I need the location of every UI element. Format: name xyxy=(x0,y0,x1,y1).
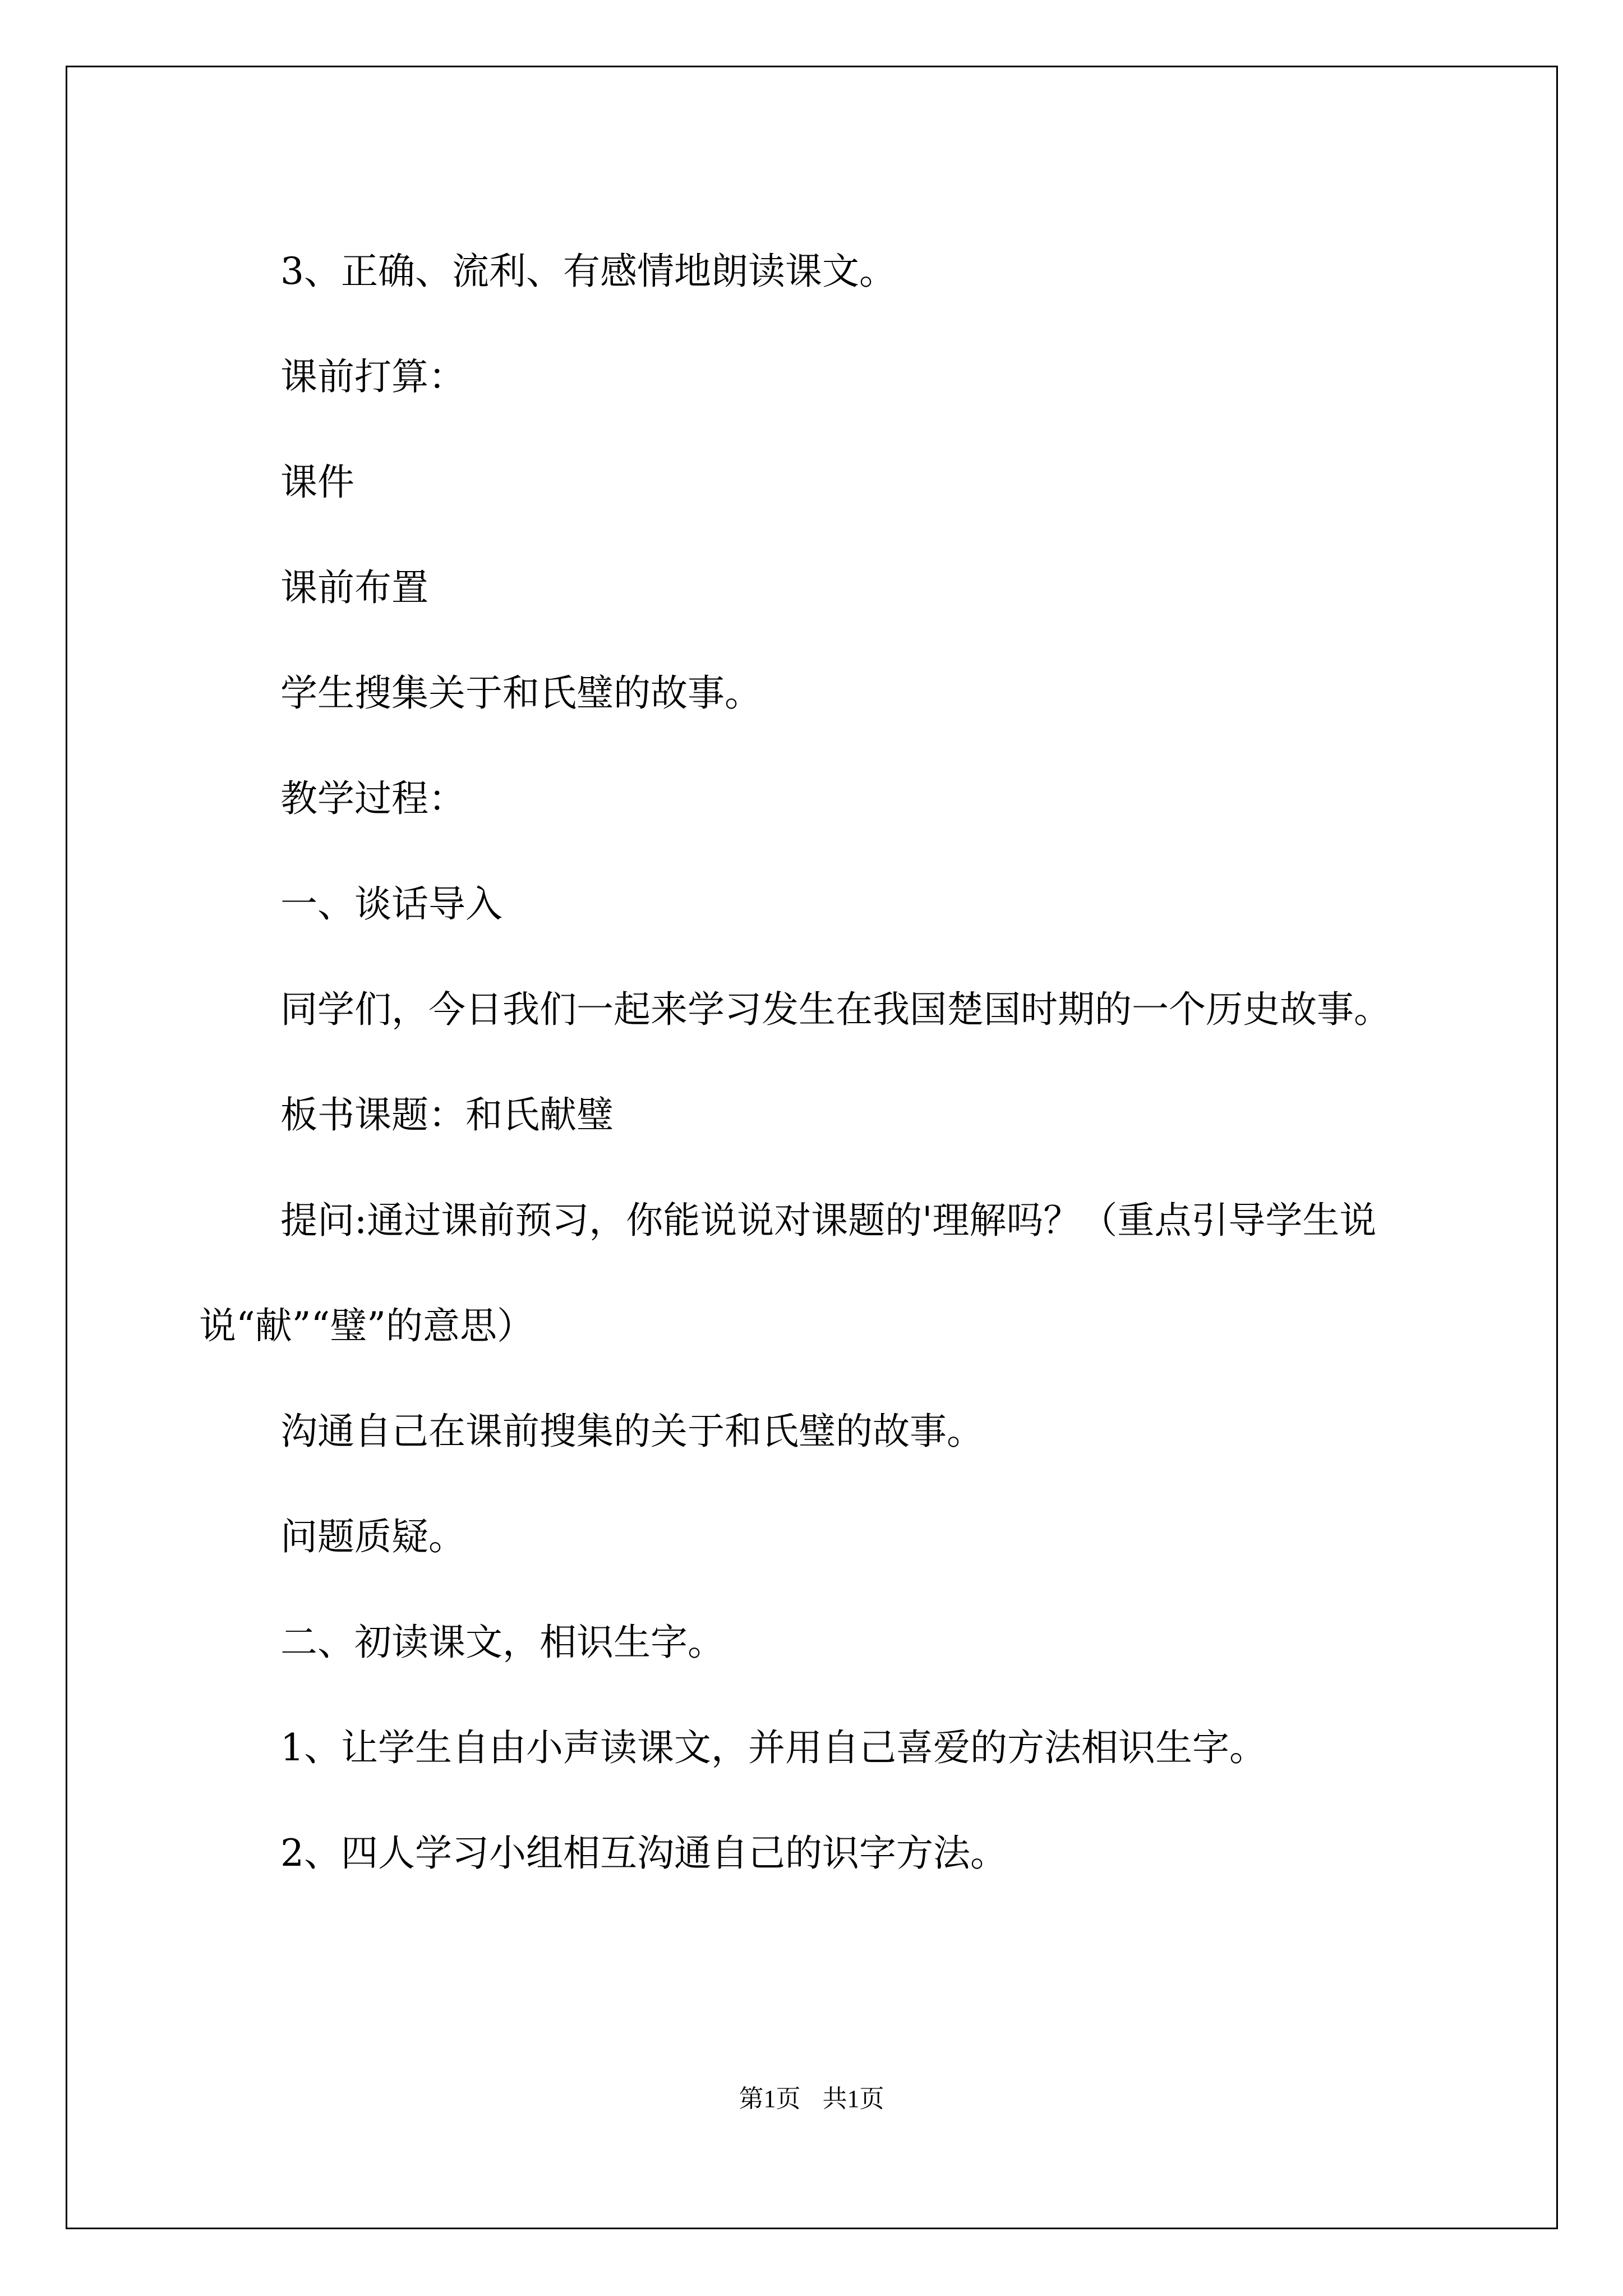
paragraph: 3、正确、流利、有感情地朗读课文。 xyxy=(280,250,896,293)
paragraph: 课前打算： xyxy=(280,355,465,398)
page-footer xyxy=(0,2082,1623,2116)
paragraph: 教学过程： xyxy=(280,777,465,820)
paragraph: 2、四人学习小组相互沟通自己的识字方法。 xyxy=(280,1832,1007,1875)
paragraph: 同学们，今日我们一起来学习发生在我国楚国时期的一个历史故事。 xyxy=(280,988,1391,1031)
paragraph: 二、初读课文，相识生字。 xyxy=(280,1621,725,1664)
paragraph: 1、让学生自由小声读课文，并用自己喜爱的方法相识生字。 xyxy=(280,1726,1266,1769)
paragraph: 课前布置 xyxy=(280,566,428,609)
current-page-number: 第1页 xyxy=(739,2085,801,2113)
paragraph: 学生搜集关于和氏璧的故事。 xyxy=(280,671,762,715)
paragraph: 板书课题：和氏献璧 xyxy=(280,1093,614,1137)
paragraph: 课件 xyxy=(280,461,354,504)
paragraph: 问题质疑。 xyxy=(280,1515,465,1558)
paragraph: 一、谈话导入 xyxy=(280,882,502,926)
total-pages: 共1页 xyxy=(822,2085,884,2113)
paragraph: 提问:通过课前预习，你能说说对课题的'理解吗？（重点引导学生说说“献”“璧”的意思） xyxy=(199,1199,1377,1347)
document-body xyxy=(199,219,1433,1906)
paragraph: 沟通自己在课前搜集的关于和氏璧的故事。 xyxy=(280,1410,984,1453)
